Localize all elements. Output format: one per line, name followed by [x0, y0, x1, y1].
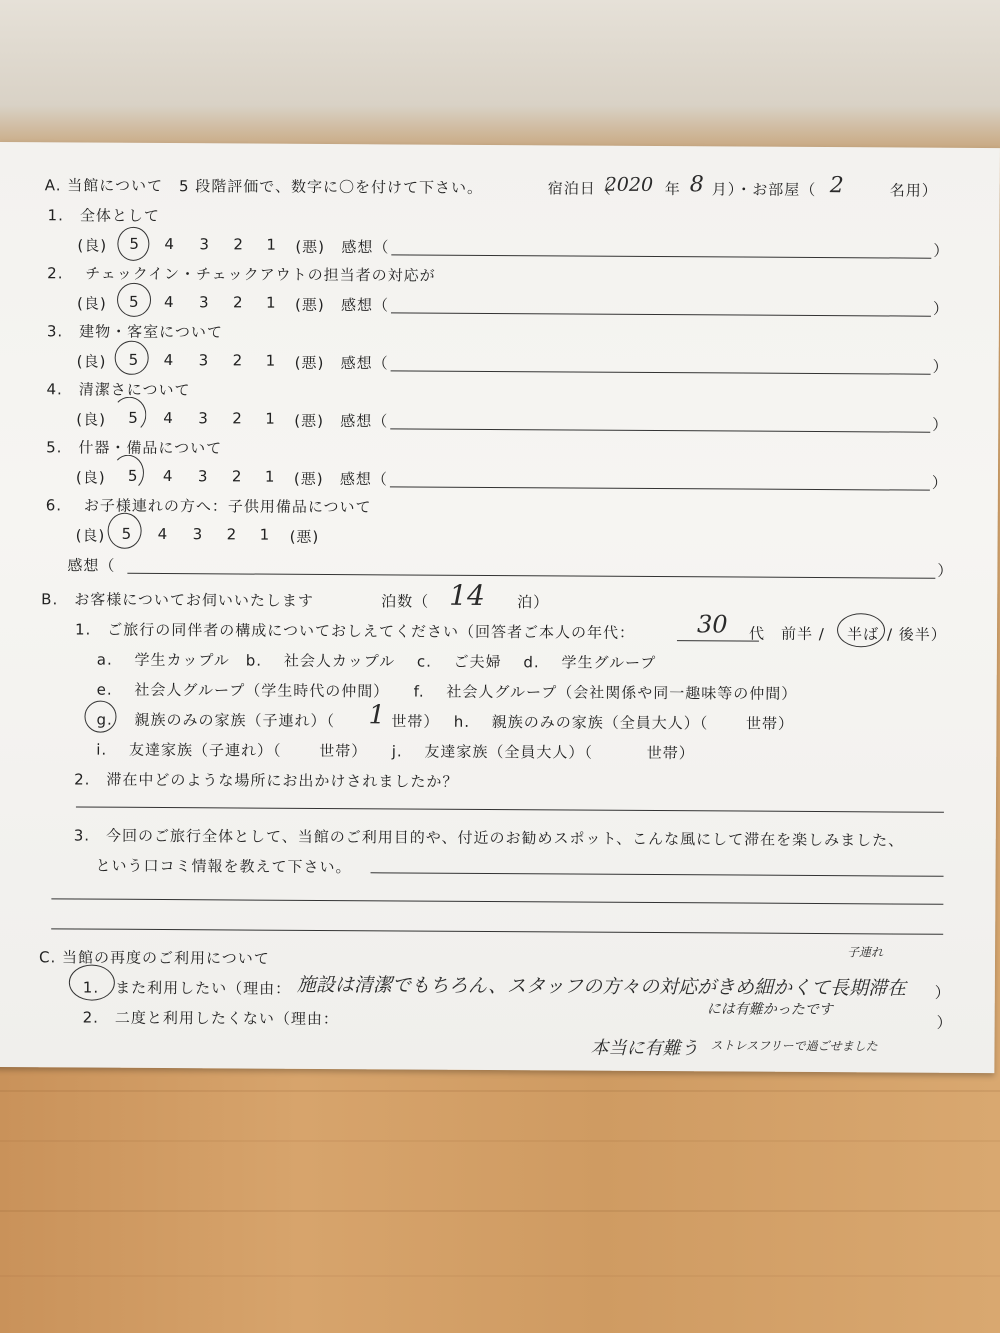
scale-2[interactable]: 2 [232, 351, 244, 370]
scale-3[interactable]: 3 [198, 293, 210, 312]
comment-field[interactable] [127, 573, 935, 579]
question-label: 2. チェックイン・チェックアウトの担当者の対応が [47, 264, 436, 285]
comment-field[interactable] [390, 486, 930, 490]
revisit-reason: 施設は清潔でもちろん、スタッフの方々の対応がきめ細かくて長期滞在 [296, 973, 907, 1000]
section-c-title: C. 当館の再度のご利用について [38, 948, 270, 968]
comment-label: 感想（ [339, 470, 389, 489]
scale-3[interactable]: 3 [197, 467, 209, 486]
bottom-comment: 本当に有難う [590, 1037, 699, 1060]
scale-1[interactable]: 1 [265, 351, 277, 370]
age-late: / 後半） [886, 625, 947, 644]
comment-label: 感想（ [341, 238, 390, 257]
revisit-no-close: ） [936, 1013, 952, 1032]
selection-circle [112, 455, 144, 491]
stay-month: 8 [689, 172, 704, 198]
options-row-2: e. 社会人グループ（学生時代の仲間） f. 社会人グループ（会社関係や同一趣味等の仲間） [96, 680, 798, 703]
option-g-h: 世帯） h. 親族のみの家族（全員大人）（ 世帯） [391, 712, 795, 733]
scale-2[interactable]: 2 [231, 467, 243, 486]
question-label: 4. 清潔さについて [46, 380, 191, 400]
selection-circle [69, 964, 115, 1000]
scale-4[interactable]: 4 [162, 467, 174, 486]
background-wall [0, 0, 1000, 150]
question-label: 3. 建物・客室について [46, 322, 223, 342]
scale-5[interactable]: 5 [127, 466, 139, 485]
scale-2[interactable]: 2 [226, 525, 238, 544]
scale-3[interactable]: 3 [199, 235, 210, 254]
selection-circle [84, 701, 116, 733]
scale-5[interactable]: 5 [128, 292, 140, 311]
review-question-line-2: という口コミ情報を教えて下さい。 [95, 856, 352, 877]
revisit-insert-note: 子連れ [847, 945, 884, 960]
comment-field[interactable] [391, 254, 931, 258]
selection-circle [837, 613, 885, 647]
scale-bad: (悪) [289, 527, 320, 546]
scale-good: (良) [75, 468, 106, 487]
option-g[interactable]: g. 親族のみの家族（子連れ）（ [96, 710, 336, 731]
comment-label: 感想（ [340, 354, 389, 373]
room-unit: 名用） [889, 181, 938, 200]
stay-year: 2020 [604, 173, 654, 196]
comment-close: ） [932, 415, 948, 434]
scale-4[interactable]: 4 [157, 524, 169, 544]
places-question: 2. 滞在中どのような場所にお出かけされましたか？ [74, 770, 459, 791]
bottom-comment-insert: ストレスフリーで過ごせました [710, 1038, 878, 1054]
scale-1[interactable]: 1 [259, 525, 271, 544]
comment-label: 感想（ [67, 556, 116, 575]
g-households: 1 [368, 700, 386, 731]
scale-5[interactable]: 5 [128, 350, 140, 369]
question-label: 5. 什器・備品について [46, 438, 223, 458]
scale-bad: (悪) [294, 353, 325, 372]
comment-close: ） [933, 241, 949, 260]
scale-bad: (悪) [295, 237, 326, 256]
section-a-title: A. 当館について 5 段階評価で、数字に〇を付けて下さい。 [44, 176, 484, 197]
review-field[interactable] [51, 898, 943, 904]
revisit-reason-continued: には有難かったです [706, 1001, 833, 1019]
comment-field[interactable] [390, 428, 930, 432]
scale-bad: (悪) [294, 295, 325, 314]
scale-2[interactable]: 2 [233, 235, 244, 254]
age-mid[interactable]: 半ば [846, 625, 880, 644]
scale-1[interactable]: 1 [265, 293, 277, 312]
scale-good: (良) [76, 410, 107, 429]
revisit-close: ） [934, 983, 950, 1002]
nights-label: 泊数（ [381, 592, 430, 611]
scale-4[interactable]: 4 [163, 293, 175, 312]
age-unit: 代 前半 / [748, 624, 825, 644]
scale-4[interactable]: 4 [163, 409, 174, 428]
scale-bad: (悪) [294, 411, 325, 430]
survey-sheet [0, 142, 1000, 1073]
age-field[interactable] [677, 640, 759, 642]
question-label: 1. 全体として [47, 206, 160, 225]
scale-bad: (悪) [293, 469, 324, 488]
comment-field[interactable] [391, 370, 931, 374]
scale-4[interactable]: 4 [164, 235, 175, 254]
review-question-line-1: 3. 今回のご旅行全体として、当館のご利用目的や、付近のお勧めスポット、こんな風にして滞在を楽しみました、 [73, 826, 905, 850]
stay-date-label: 宿泊日（ [547, 179, 612, 198]
scale-good: (良) [75, 526, 106, 545]
question-label: 6. お子様連れの方へ：子供用備品について [45, 496, 372, 517]
options-row-4: i. 友達家族（子連れ）（ 世帯） j. 友達家族（全員大人）（ 世帯） [96, 740, 695, 763]
comment-close: ） [932, 357, 948, 376]
companion-question: 1. ご旅行の同伴者の構成についておしえてください（回答者ご本人の年代： [74, 620, 636, 642]
scale-1[interactable]: 1 [266, 235, 277, 254]
selection-circle [117, 283, 151, 317]
scale-3[interactable]: 3 [198, 351, 210, 370]
room-count: 2 [829, 173, 844, 199]
age-value: 30 [696, 610, 728, 639]
revisit-no[interactable]: 2. 二度と利用したくない（理由： [82, 1008, 340, 1029]
nights-unit: 泊） [517, 593, 550, 612]
scale-1[interactable]: 1 [264, 467, 276, 486]
selection-circle [115, 341, 149, 375]
room-label: 月）・お部屋（ [711, 180, 817, 199]
section-b-title: B. お客様についてお伺いいたします [41, 590, 315, 610]
selection-circle [117, 227, 149, 261]
selection-circle [108, 513, 142, 549]
scale-3[interactable]: 3 [198, 409, 209, 428]
options-row-1: a. 学生カップル b. 社会人カップル c. ご夫婦 d. 学生グループ [96, 650, 657, 673]
scale-5[interactable]: 5 [128, 408, 139, 427]
places-field[interactable] [76, 806, 944, 812]
comment-label: 感想（ [340, 296, 390, 315]
review-field[interactable] [371, 872, 944, 877]
comment-label: 感想（ [340, 412, 389, 431]
scale-5[interactable]: 5 [129, 234, 140, 253]
scale-good: (良) [77, 236, 108, 255]
selection-circle [112, 397, 146, 433]
scale-3[interactable]: 3 [192, 525, 204, 544]
scale-1[interactable]: 1 [265, 409, 276, 428]
scale-4[interactable]: 4 [163, 351, 175, 370]
scale-2[interactable]: 2 [232, 293, 244, 312]
nights-value: 14 [449, 578, 485, 612]
scale-good: (良) [76, 352, 107, 371]
comment-close: ） [932, 299, 949, 318]
year-label: 年 [664, 180, 681, 199]
comment-field[interactable] [391, 312, 931, 316]
revisit-yes[interactable]: 1. また利用したい（理由： [82, 978, 292, 998]
scale-good: (良) [76, 294, 107, 313]
review-field[interactable] [51, 928, 943, 934]
comment-close: ） [931, 473, 948, 492]
scale-5[interactable]: 5 [121, 524, 133, 543]
scale-2[interactable]: 2 [232, 409, 243, 428]
comment-close: ） [937, 561, 953, 580]
